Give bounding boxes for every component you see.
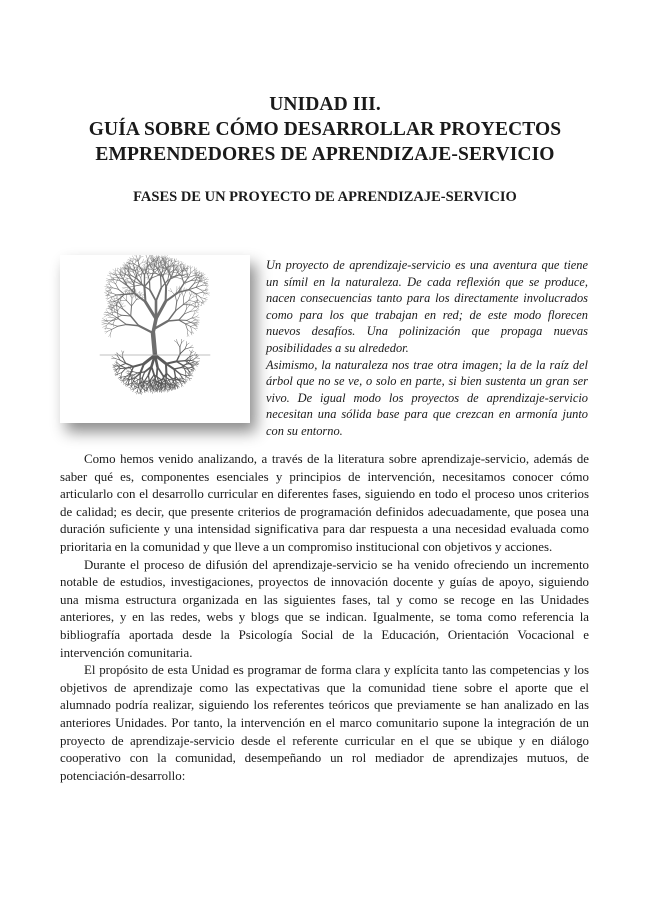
section-subtitle: FASES DE UN PROYECTO DE APRENDIZAJE-SERVICIO: [133, 189, 517, 205]
unit-title-line-1: UNIDAD III.: [269, 94, 381, 115]
unit-title-line-3: EMPRENDEDORES DE APRENDIZAJE-SERVICIO: [95, 144, 555, 165]
body-paragraph-1: Como hemos venido analizando, a través de la literatura sobre aprendizaje-servicio, además de saber qué es, componentes esenciales y principios de intervención, necesitamos conocer cómo articularlo con el desarrollo curricular en diferentes fases, siguiendo en todo el proceso unos criterios de calidad; es decir, que presente criterios de programación definidos adecuadamente, que posea una duración suficiente y una intensidad significativa para dar respuesta a una necesidad evaluada como prioritaria en la comunidad y que lleve a un compromiso institucional con objetivos y acciones.: [60, 452, 589, 554]
quote-paragraph-2: Asimismo, la naturaleza nos trae otra imagen; la de la raíz del árbol que no se ve, o solo en parte, si bien sustenta un gran ser vivo. De igual modo los proyectos de aprendizaje-servicio necesitan una sólida base para que crezcan en armonía junto con su entorno.: [266, 357, 588, 438]
tree-illustration: [60, 255, 250, 423]
body-paragraph-3: El propósito de esta Unidad es programar de forma clara y explícita tanto las competencias y los objetivos de aprendizaje como las expectativas que la comunidad tiene sobre el aporte que el alumnado podría realizar, siguiendo los referentes teóricos que previamente se han analizado en las anteriores Unidades. Por tanto, la intervención en el marco comunitario supone la integración de un proyecto de aprendizaje-servicio desde el referente curricular en el que se ubique y en diálogo cooperativo con la comunidad, desempeñando un rol mediador de aprendizajes mutuos, de potenciación-desarrollo:: [60, 663, 589, 783]
quote-paragraph-1: Un proyecto de aprendizaje-servicio es una aventura que tiene un símil en la naturaleza. De cada reflexión que se produce, nacen consecuencias tanto para los directamente involucrados como para los que trabajan en red; de este modo florecen nuevos desafíos. Una polinización que propaga nuevas posibilidades a su alrededor.: [266, 258, 588, 355]
tree-with-roots-icon: [60, 255, 250, 423]
unit-title-line-2: GUÍA SOBRE CÓMO DESARROLLAR PROYECTOS: [88, 119, 562, 140]
epigraph-quote: [266, 257, 588, 440]
body-text: [60, 451, 589, 785]
unit-title: [60, 92, 590, 167]
body-paragraph-2: Durante el proceso de difusión del aprendizaje-servicio se ha venido ofreciendo un incremento notable de estudios, investigaciones, proyectos de innovación docente y guías de apoyo, siguiendo una misma estructura organizada en las siguientes fases, tal y como se recoge en las Unidades anteriores, y en las redes, webs y blogs que se indican. Igualmente, se toma como referencia la bibliografía aportada desde la Psicología Social de la Educación, Orientación Vocacional e intervención comunitaria.: [60, 557, 589, 660]
